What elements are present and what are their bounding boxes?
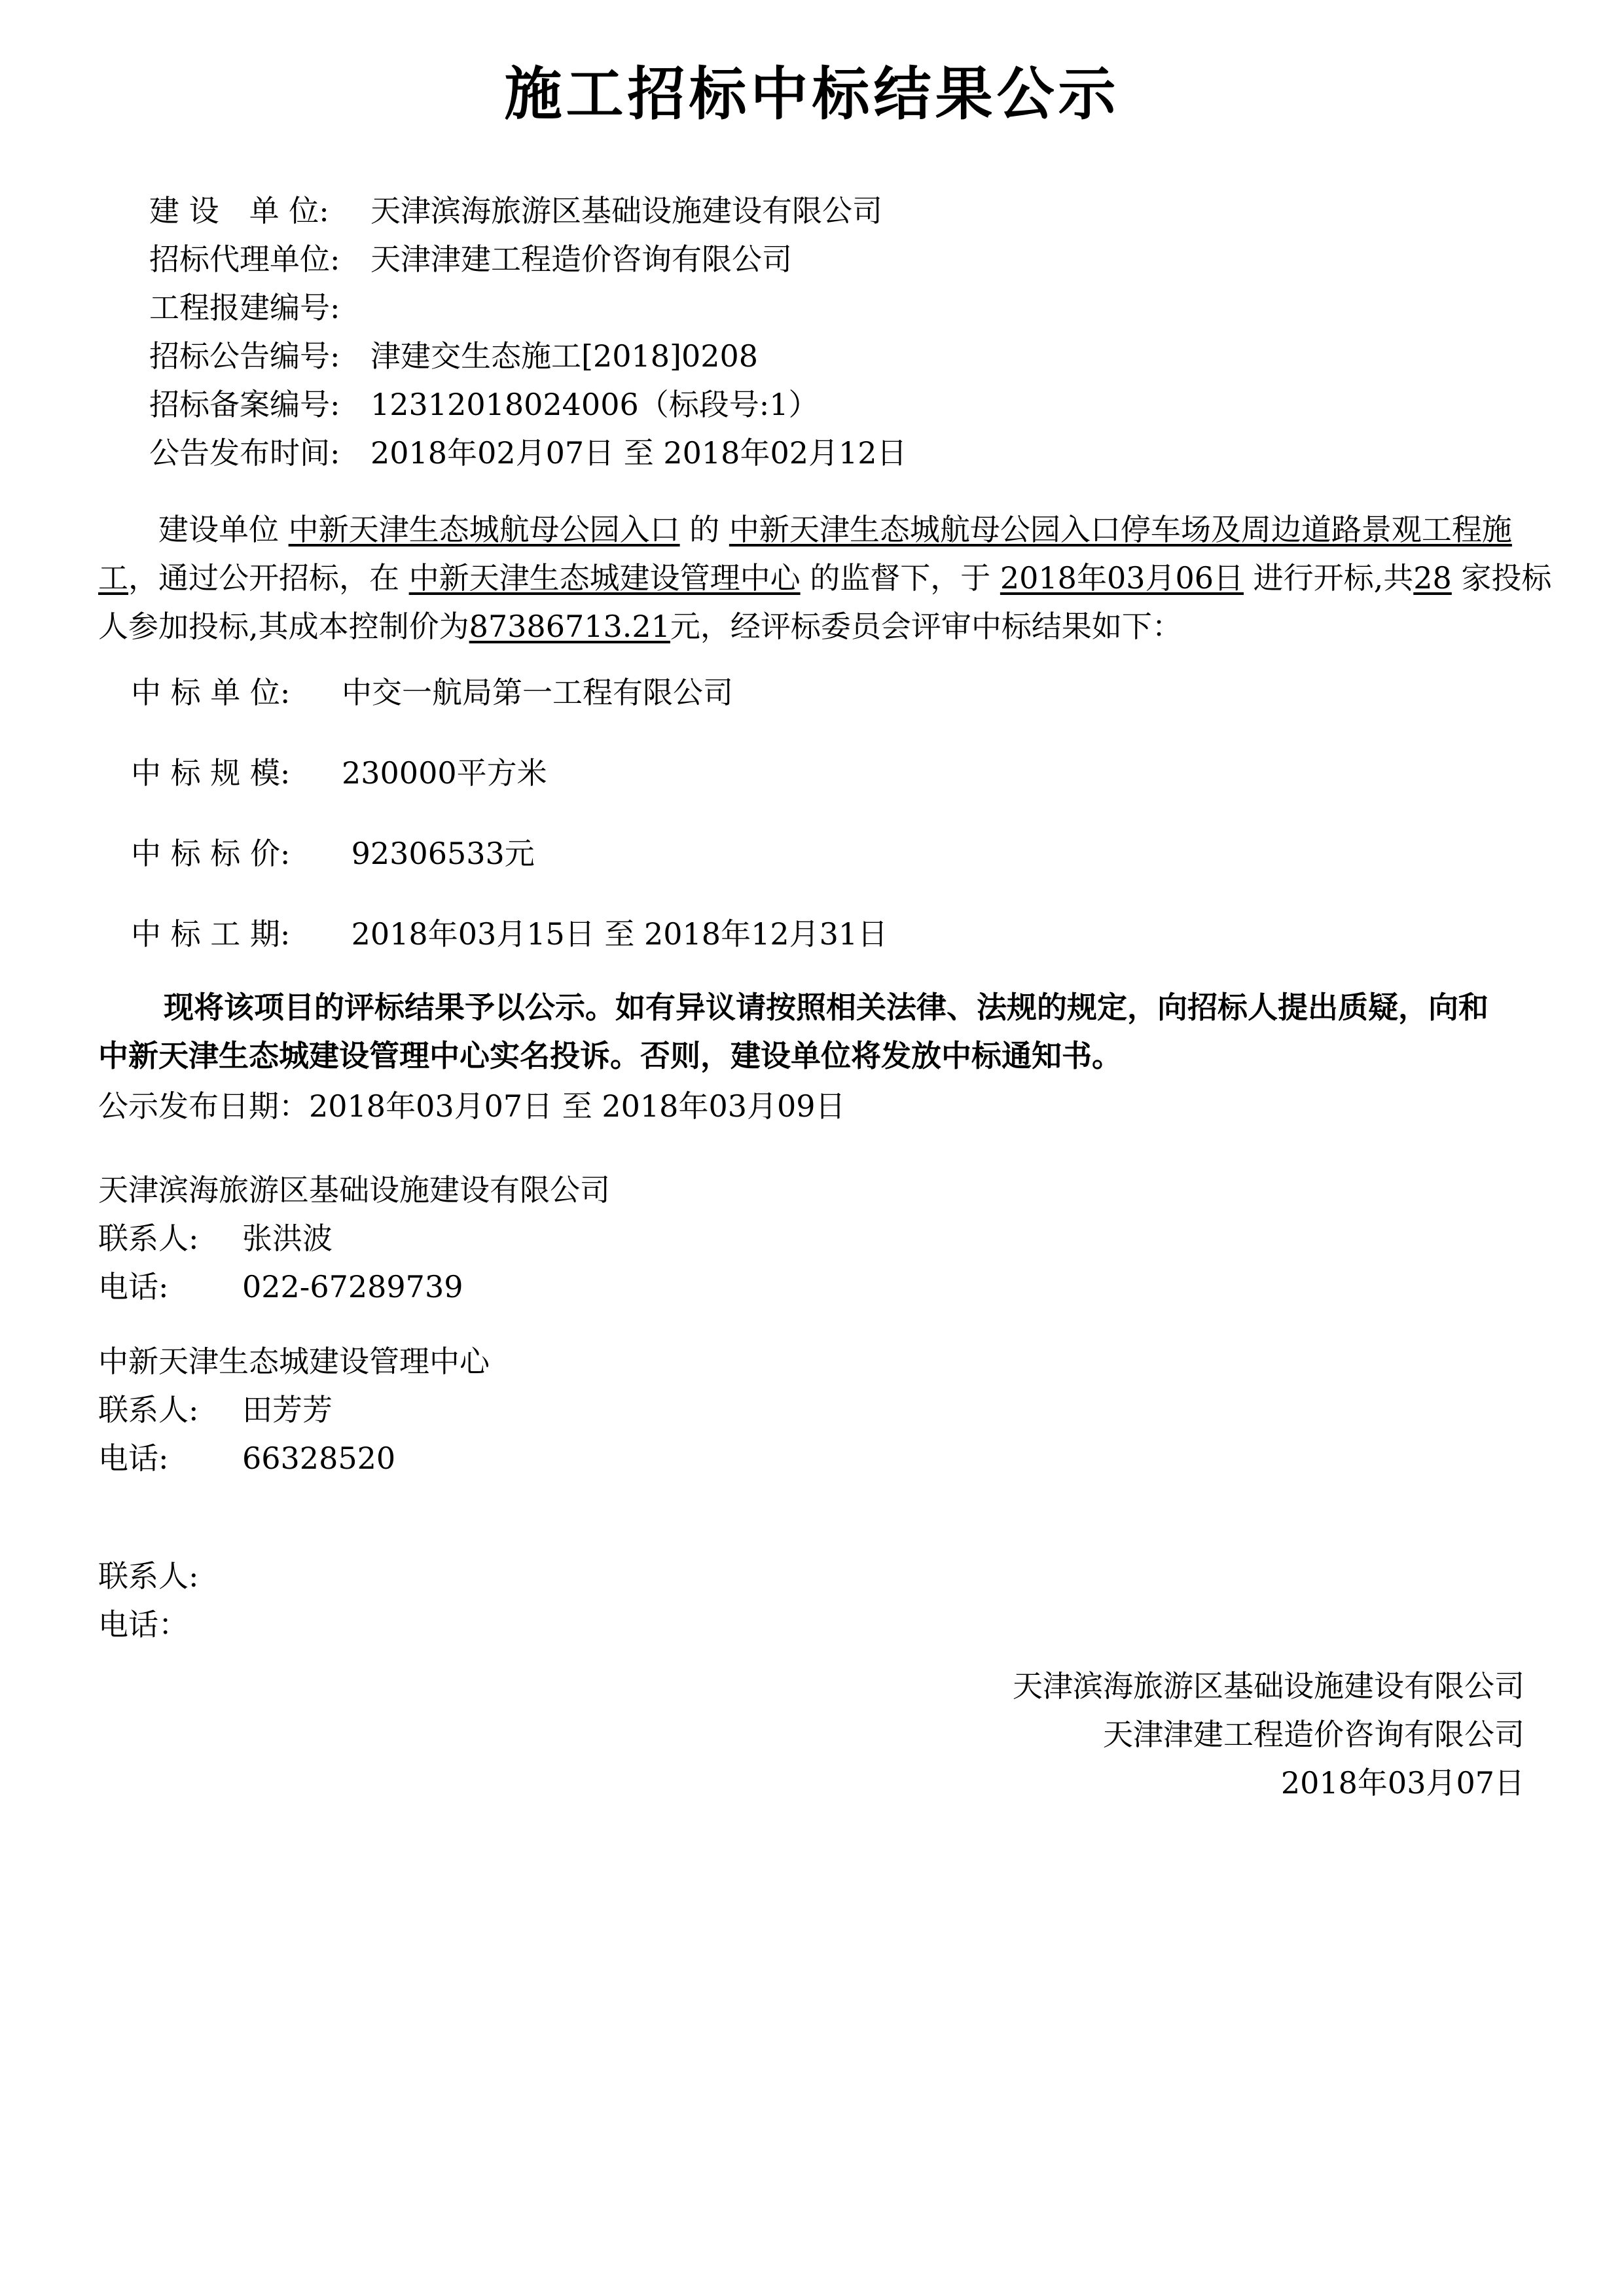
field-announcement-number bbox=[149, 338, 758, 374]
open-date: 2018年03月06日 bbox=[1000, 560, 1244, 596]
field-label: 公告发布时间: bbox=[149, 435, 340, 471]
contact-person-label: 联系人: bbox=[98, 1392, 199, 1427]
blank-contact-phone-label: 电话： bbox=[98, 1607, 189, 1642]
objection-notice: 现将该项目的评标结果予以公示。如有异议请按照相关法律、法规的规定，向招标人提出质疑，向和中新天津生态城建设管理中心实名投诉。否则，建设单位将发放中标通知书。 bbox=[98, 990, 1489, 1073]
field-label: 招标公告编号: bbox=[149, 338, 340, 374]
result-label: 中 标 规 模: bbox=[131, 755, 291, 791]
result-scale bbox=[131, 755, 547, 791]
field-value: 12312018024006（标段号:1） bbox=[370, 387, 819, 422]
contact-phone-row bbox=[98, 1440, 687, 1477]
contact-person-label: 联系人: bbox=[98, 1221, 199, 1256]
result-value: 2018年03月15日 至 2018年12月31日 bbox=[342, 916, 888, 952]
blank-contact-person-label: 联系人: bbox=[98, 1558, 199, 1594]
contact-org: 天津滨海旅游区基础设施建设有限公司 bbox=[98, 1172, 610, 1208]
signature-org-2: 天津津建工程造价咨询有限公司 bbox=[1103, 1717, 1525, 1752]
field-label: 建 设 单 位: bbox=[149, 193, 329, 228]
contact-phone: 66328520 bbox=[242, 1441, 396, 1476]
supervisor-name: 中新天津生态城建设管理中心 bbox=[408, 560, 801, 596]
contact-person-row bbox=[98, 1391, 687, 1428]
result-label: 中 标 单 位: bbox=[131, 675, 291, 710]
field-value: 2018年02月07日 至 2018年02月12日 bbox=[370, 435, 907, 471]
contact-phone-label: 电话: bbox=[98, 1269, 169, 1304]
contact-phone-label: 电话: bbox=[98, 1441, 169, 1476]
result-label: 中 标 标 价: bbox=[131, 836, 291, 871]
result-winner bbox=[131, 674, 733, 711]
page-title: 施工招标中标结果公示 bbox=[504, 60, 1120, 128]
field-builder bbox=[149, 192, 882, 229]
field-value: 津建交生态施工[2018]0208 bbox=[370, 338, 759, 374]
field-value: 天津津建工程造价咨询有限公司 bbox=[370, 242, 792, 277]
result-value: 92306533元 bbox=[342, 836, 535, 871]
result-value: 230000平方米 bbox=[342, 755, 547, 791]
signature-date: 2018年03月07日 bbox=[1280, 1765, 1525, 1801]
result-price bbox=[131, 835, 535, 872]
intro-paragraph: 建设单位 中新天津生态城航母公园入口 的 中新天津生态城航母公园入口停车场及周边道路景观工程施工，通过公开招标，在 中新天津生态城建设管理中心 的监督下，于 2018年03月06日 进行开标,共28 家投标人参加投标,其成本控制价为87386713.21元，经评标委员会评审中标结果如下： bbox=[98, 512, 1552, 644]
field-publish-time bbox=[149, 435, 907, 471]
project-name: 中新天津生态城航母公园入口停车场及周边道路景观工程施工 bbox=[98, 512, 1512, 596]
field-label: 工程报建编号: bbox=[149, 290, 340, 325]
contact-person-row bbox=[98, 1220, 687, 1257]
contact-phone: 022-67289739 bbox=[242, 1269, 463, 1304]
field-value: 天津滨海旅游区基础设施建设有限公司 bbox=[370, 193, 882, 228]
result-duration bbox=[131, 916, 888, 952]
cost-price: 87386713.21 bbox=[469, 609, 670, 644]
signature-org-1: 天津滨海旅游区基础设施建设有限公司 bbox=[1013, 1668, 1525, 1704]
field-label: 招标备案编号: bbox=[149, 387, 340, 422]
field-registration-number bbox=[149, 289, 370, 326]
contact-person: 张洪波 bbox=[242, 1221, 333, 1256]
result-value: 中交一航局第一工程有限公司 bbox=[342, 675, 733, 710]
field-label: 招标代理单位: bbox=[149, 242, 340, 277]
contact-person: 田芳芳 bbox=[242, 1392, 333, 1427]
field-filing-number bbox=[149, 386, 819, 423]
contact-phone-row bbox=[98, 1268, 687, 1305]
publicity-date: 公示发布日期：2018年03月07日 至 2018年03月09日 bbox=[98, 1088, 846, 1124]
field-agency bbox=[149, 241, 792, 278]
builder-name: 中新天津生态城航母公园入口 bbox=[288, 512, 680, 547]
result-label: 中 标 工 期: bbox=[131, 916, 291, 952]
bidder-count: 28 bbox=[1413, 560, 1452, 596]
contact-org: 中新天津生态城建设管理中心 bbox=[98, 1344, 490, 1379]
